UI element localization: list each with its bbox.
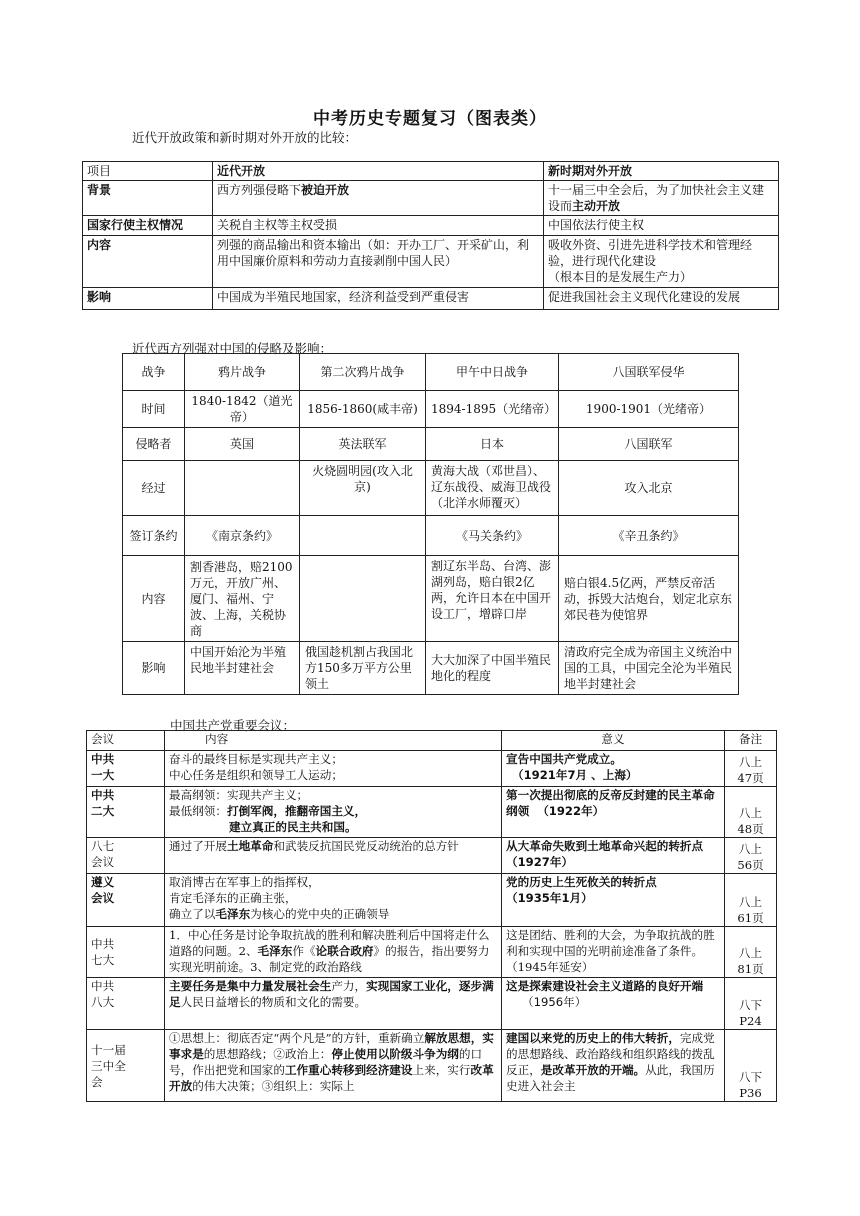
header-cell: 八国联军侵华 <box>559 354 739 391</box>
table-cell: 西方列强侵略下被迫开放 <box>213 181 544 216</box>
header-cell: 战争 <box>123 354 185 391</box>
header-cell: 意义 <box>502 731 725 751</box>
table2-caption: 近代西方列强对中国的侵略及影响： <box>132 341 333 356</box>
table-row <box>123 516 739 556</box>
table-cell: 英法联军 <box>300 428 426 461</box>
table-cell: 中国依法行使主权 <box>544 216 779 236</box>
table-cell: 1856-1860(咸丰帝) <box>300 391 426 428</box>
header-cell: 甲午中日战争 <box>426 354 559 391</box>
meeting-name: 中共 一大 <box>87 751 165 787</box>
table-cell: 十一届三中全会后，为了加快社会主义建设而主动开放 <box>544 181 779 216</box>
table-cell: 八上 61页 <box>725 874 777 927</box>
page-title: 中考历史专题复习（图表类） <box>313 109 547 129</box>
table-cell: 关税自主权等主权受损 <box>213 216 544 236</box>
table-cell: 清政府完全成为帝国主义统治中国的工具，中国完全沦为半殖民地半封建社会 <box>559 642 739 695</box>
opening-comparison-table <box>82 161 779 310</box>
table-cell: 中国成为半殖民地国家，经济利益受到严重侵害 <box>213 288 544 310</box>
row-label: 侵略者 <box>123 428 185 461</box>
table-cell: 八上 47页 <box>725 751 777 787</box>
table-cell: 八上 81页 <box>725 927 777 978</box>
table-row <box>83 236 779 288</box>
table-row <box>123 461 739 516</box>
table-row <box>123 642 739 695</box>
table-cell: 俄国趁机割占我国北方150多万平方公里领土 <box>300 642 426 695</box>
row-label: 内容 <box>83 236 213 288</box>
row-label: 影响 <box>123 642 185 695</box>
table-row <box>83 216 779 236</box>
invasion-table <box>122 353 739 695</box>
table-row <box>87 874 777 927</box>
table-row <box>83 181 779 216</box>
table-cell: 促进我国社会主义现代化建设的发展 <box>544 288 779 310</box>
header-cell: 内容 <box>165 731 502 751</box>
table-cell: 黄海大战（邓世昌）、辽东战役、威海卫战役（北洋水师覆灭） <box>426 461 559 516</box>
table-row <box>83 288 779 310</box>
table-row <box>123 428 739 461</box>
row-label: 背景 <box>83 181 213 216</box>
meeting-name: 中共 八大 <box>87 978 165 1030</box>
table-cell: 取消博古在军事上的指挥权， 肯定毛泽东的正确主张， 确立了以毛泽东为核心的党中央的正确领导 <box>165 874 502 927</box>
table-cell: 火烧圆明园(攻入北京) <box>300 461 426 516</box>
table-cell: 通过了开展土地革命和武装反抗国民党反动统治的总方针 <box>165 838 502 874</box>
table-cell: 吸收外资、引进先进科学技术和管理经验，进行现代化建设 （根本目的是发展生产力） <box>544 236 779 288</box>
table-cell: 从大革命失败到土地革命兴起的转折点（1927年） <box>502 838 725 874</box>
table-row <box>87 787 777 838</box>
table1-caption: 近代开放政策和新时期对外开放的比较： <box>132 130 358 145</box>
header-cell: 会议 <box>87 731 165 751</box>
row-label: 签订条约 <box>123 516 185 556</box>
table-cell <box>300 556 426 642</box>
header-cell: 备注 <box>725 731 777 751</box>
table-cell: 1840-1842（道光帝） <box>185 391 300 428</box>
row-label: 国家行使主权情况 <box>83 216 213 236</box>
party-congress-table <box>86 730 777 1102</box>
table-cell: 列强的商品输出和资本输出（如：开办工厂、开采矿山，利用中国廉价原料和劳动力直接剥削中国人民） <box>213 236 544 288</box>
row-label: 内容 <box>123 556 185 642</box>
table-cell: 《马关条约》 <box>426 516 559 556</box>
table-cell: 主要任务是集中力量发展社会生产力，实现国家工业化，逐步满足人民日益增长的物质和文化的需要。 <box>165 978 502 1030</box>
header-cell: 鸦片战争 <box>185 354 300 391</box>
table-row <box>87 978 777 1030</box>
table-cell: 奋斗的最终目标是实现共产主义； 中心任务是组织和领导工人运动； <box>165 751 502 787</box>
table-cell: 大大加深了中国半殖民地化的程度 <box>426 642 559 695</box>
meeting-name: 八七 会议 <box>87 838 165 874</box>
table3-caption: 中国共产党重要会议： <box>170 718 296 733</box>
table-cell: 攻入北京 <box>559 461 739 516</box>
table-cell: 宣告中国共产党成立。 （1921年7月 、上海） <box>502 751 725 787</box>
meeting-name: 中共 七大 <box>87 927 165 978</box>
table-cell: 1900-1901（光绪帝） <box>559 391 739 428</box>
table-row <box>87 927 777 978</box>
table-cell: 最高纲领：实现共产主义； 最低纲领：打倒军阀，推翻帝国主义， 建立真正的民主共和国。 <box>165 787 502 838</box>
table-cell: ①思想上：彻底否定“两个凡是”的方针，重新确立解放思想，实事求是的思想路线；②政治上：停止使用以阶级斗争为纲的口号，作出把党和国家的工作重心转移到经济建设上来，实行改革开放的伟大决策；③组织上：实际上 <box>165 1030 502 1102</box>
table-cell: 建国以来党的历史上的伟大转折，完成党的思想路线、政治路线和组织路线的拨乱反正，是改革开放的开端。从此，我国历史进入社会主 <box>502 1030 725 1102</box>
table-cell: 割辽东半岛、台湾、澎湖列岛，赔白银2亿两，允许日本在中国开设工厂，增辟口岸 <box>426 556 559 642</box>
table-header-row <box>87 731 777 751</box>
table-header-row <box>83 162 779 181</box>
table-row <box>87 1030 777 1102</box>
row-label: 经过 <box>123 461 185 516</box>
table-cell: 八国联军 <box>559 428 739 461</box>
meeting-name: 十一届 三中全 会 <box>87 1030 165 1102</box>
table-cell: 割香港岛，赔2100万元，开放广州、厦门、福州、宁波、上海，关税协商 <box>185 556 300 642</box>
table-cell: 第一次提出彻底的反帝反封建的民主革命纲领 （1922年） <box>502 787 725 838</box>
table-cell: 八下 P24 <box>725 978 777 1030</box>
header-cell: 项目 <box>83 162 213 181</box>
table-row <box>87 838 777 874</box>
table-cell: 赔白银4.5亿两，严禁反帝活动，拆毁大沽炮台，划定北京东郊民巷为使馆界 <box>559 556 739 642</box>
table-cell: 英国 <box>185 428 300 461</box>
table-row <box>123 391 739 428</box>
table-cell: 日本 <box>426 428 559 461</box>
table-cell: 八上 48页 <box>725 787 777 838</box>
row-label: 时间 <box>123 391 185 428</box>
table-cell: 中国开始沦为半殖民地半封建社会 <box>185 642 300 695</box>
table-cell: 《南京条约》 <box>185 516 300 556</box>
header-cell: 新时期对外开放 <box>544 162 779 181</box>
table-cell: 这是团结、胜利的大会，为争取抗战的胜利和实现中国的光明前途准备了条件。（1945年延安） <box>502 927 725 978</box>
table-cell: 这是探索建设社会主义道路的良好开端 （1956年） <box>502 978 725 1030</box>
table-cell: 八下 P36 <box>725 1030 777 1102</box>
header-cell: 第二次鸦片战争 <box>300 354 426 391</box>
table-header-row <box>123 354 739 391</box>
table-cell <box>185 461 300 516</box>
meeting-name: 中共 二大 <box>87 787 165 838</box>
table-cell: 1894-1895（光绪帝） <box>426 391 559 428</box>
table-cell: 党的历史上生死攸关的转折点 （1935年1月） <box>502 874 725 927</box>
table-cell: 《辛丑条约》 <box>559 516 739 556</box>
row-label: 影响 <box>83 288 213 310</box>
table-row <box>87 751 777 787</box>
meeting-name: 遵义 会议 <box>87 874 165 927</box>
table-cell: 1．中心任务是讨论争取抗战的胜利和解决胜利后中国将走什么道路的问题。2、毛泽东作《论联合政府》的报告，指出要努力实现光明前途。3、制定党的政治路线 <box>165 927 502 978</box>
table-cell: 八上 56页 <box>725 838 777 874</box>
table-row <box>123 556 739 642</box>
table-cell <box>300 516 426 556</box>
header-cell: 近代开放 <box>213 162 544 181</box>
